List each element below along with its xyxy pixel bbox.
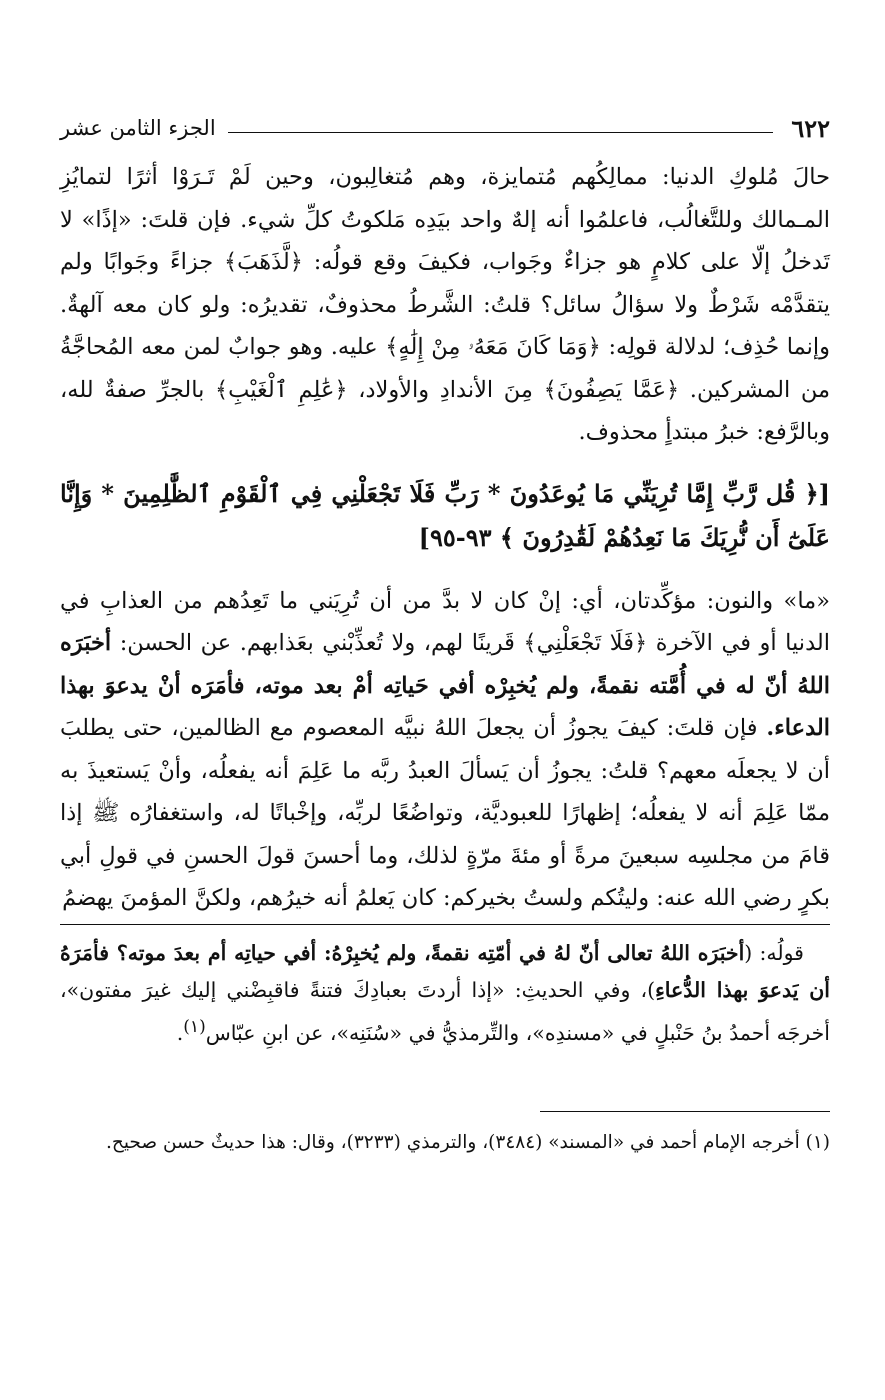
footnote-divider <box>540 1111 830 1112</box>
header-rule <box>228 132 774 133</box>
commentary-quoted-lemma: أخبَرَه اللهُ تعالى أنّ لهُ في أمّتِه نقمةً، ولم يُخبِرْهُ: أفي حياتِه أم بعدَ موته؟ فأمَرَهُ أن يَدعوَ بهذا الدُّعاءِ <box>60 940 830 1002</box>
main-paragraph-1: حالَ مُلوكِ الدنيا: ممالِكُهم مُتمايزة، وهم مُتغالِبون، وحين لَمْ تَـرَوْا أثرًا لتمايُزِ المـمالك وللتَّغالُب، فاعلمُوا أنه إلهٌ واحد بيَدِه مَلكوتُ كلِّ شيء. فإن قلتَ: «إذًا» لا تَدخلُ إلّا على كلامٍ هو جزاءٌ وجَواب، فكيفَ وقع قولُه: ﴿لَّذَهَبَ﴾ جزاءً وجَوابًا ولم يتقدَّمْه شَرْطٌ ولا سؤالُ سائل؟ قلتُ: الشَّرطُ محذوفٌ، تقديرُه: ولو كان معه آلهةٌ. وإنما حُذِف؛ لدلالة قولِه: ﴿وَمَا كَانَ مَعَهُۥ مِنْ إِلَٰهٍ﴾ عليه. وهو جوابٌ لمن معه المُحاجَّةُ من المشركين. ﴿عَمَّا يَصِفُونَ﴾ مِنَ الأندادِ والأولاد، ﴿عَٰلِمِ ٱلْغَيْبِ﴾ بالجرِّ صفةٌ لله، وبالرَّفع: خبرُ مبتدأٍ محذوف. <box>60 164 830 445</box>
running-header <box>60 108 830 148</box>
main-paragraph-2-rest: فإن قلتَ: كيفَ يجوزُ أن يجعلَ اللهُ نبيَّه المعصوم مع الظالمين، حتى يطلبَ أن لا يجعلَه معهم؟ قلتُ: يجوزُ أن يَسألَ العبدُ ربَّه ما عَلِمَ أنه يفعلُه، وأنْ يَستعيذَ به ممّا عَلِمَ أنه لا يفعلُه؛ إظهارًا للعبوديَّة، وتواضُعًا لربِّه، وإخْباتًا له، واستغفارُه ﷺ إذا قامَ من مجلسِه سبعينَ مرةً أو مئةَ مرّةٍ لذلك، وما أحسنَ قولَ الحسنِ في قولِ أبي بكرٍ رضي الله عنه: وليتُكم ولستُ بخيركم: كان يَعلمُ أنه خيرُهم، ولكنَّ المؤمنَ يهضمُ <box>60 715 830 911</box>
book-page <box>60 108 830 1368</box>
commentary-body: )، وفي الحديثِ: «إذا أردتَ بعبادِكَ فتنةً فاقبِضْني إليك غيرَ مفتون»، أخرجَه أحمدُ بنُ حَنْبلٍ في «مسندِه»، والتِّرمذيُّ في «سُنَنِه»، عن ابنِ عبّاس <box>60 977 830 1045</box>
main-text <box>60 156 830 920</box>
quran-verse-block: [﴿ قُل رَّبِّ إِمَّا تُرِيَنِّي مَا يُوعَدُونَ * رَبِّ فَلَا تَجْعَلْنِي فِي ٱلْقَوْمِ ٱلظَّٰلِمِينَ * وَإِنَّا عَلَىٰٓ أَن نُّرِيَكَ مَا نَعِدُهُمْ لَقَٰدِرُونَ ﴾ ٩٣-٩٥] <box>60 478 830 552</box>
footnote: (١) أخرجه الإمام أحمد في «المسند» (٣٤٨٤)، والترمذي (٣٢٣٣)، وقال: هذا حديثٌ حسن صحيح. <box>106 1132 830 1154</box>
main-paragraph-2 <box>60 580 830 920</box>
commentary-divider <box>60 924 830 925</box>
commentary-paragraph <box>60 935 830 1052</box>
commentary-intro: قولُه: ( <box>744 940 804 965</box>
commentary-section <box>60 935 830 1052</box>
footnote-reference: (١) <box>183 1016 206 1037</box>
volume-title: الجزء الثامن عشر <box>60 116 216 140</box>
page-number: ٦٢٢ <box>791 113 830 143</box>
hasan-quote: أخبَرَه اللهُ أنّ له في أُمَّته نقمةً، ولم يُخبِرْه أفي حَياتِه أمْ بعد موته، فأمَرَه أنْ يدعوَ بهذا الدعاء. <box>60 630 830 741</box>
main-paragraph-2-start: «ما» والنون: مؤكِّدتان، أي: إنْ كان لا بدَّ من أن تُرِيَني ما تَعِدُهم من العذابِ في الدنيا أو في الآخرة ﴿فَلَا تَجْعَلْنِي﴾ قَرينًا لهم، ولا تُعذِّبْني بعَذابهم. عن الحسن: <box>60 587 830 656</box>
commentary-end: . <box>176 1020 184 1045</box>
